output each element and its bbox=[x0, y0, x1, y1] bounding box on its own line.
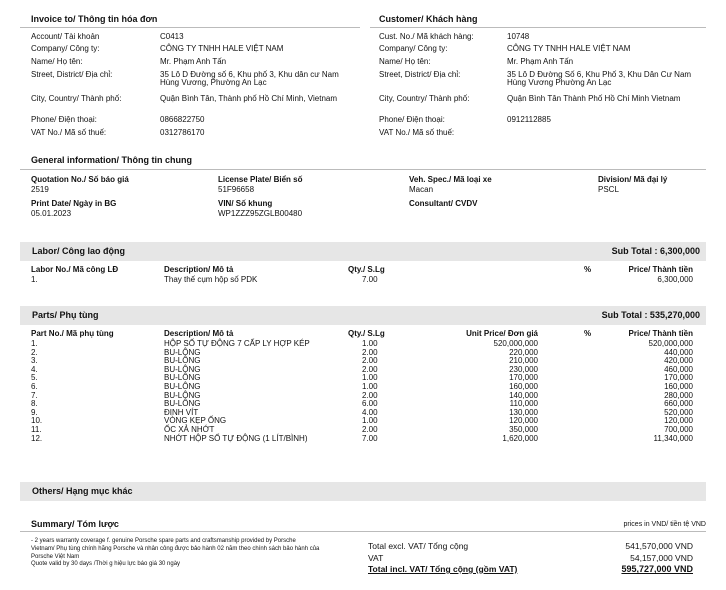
col-header-price: Price/ Thành tiền bbox=[628, 329, 693, 338]
name-value: Mr. Phạm Anh Tấn bbox=[507, 57, 574, 66]
table-row-desc: BU-LÔNG bbox=[164, 373, 201, 383]
col-header-qty: Qty./ S.Lg bbox=[348, 329, 385, 338]
table-row-no: 6. bbox=[31, 382, 38, 391]
company-value: CÔNG TY TNHH HALE VIỆT NAM bbox=[507, 44, 631, 53]
license-value: 51F96658 bbox=[218, 185, 255, 194]
table-row-no: 5. bbox=[31, 373, 38, 383]
table-row-unit-price: 230,000 bbox=[509, 364, 538, 374]
others-header-band bbox=[20, 482, 706, 501]
note-line: Porsche Việt Nam bbox=[31, 553, 80, 560]
table-row-qty: 7.00 bbox=[362, 275, 378, 284]
city-value: Quận Bình Tân Thành Phố Hồ Chí Minh Vietnam bbox=[507, 94, 681, 103]
parts-header-band bbox=[20, 306, 706, 325]
general-title: General information/ Thông tin chung bbox=[31, 155, 192, 165]
table-row-desc: BU-LÔNG bbox=[164, 356, 201, 366]
table-row-desc: BU-LÔNG bbox=[164, 390, 201, 400]
table-row-price: 660,000 bbox=[664, 399, 693, 409]
table-row-desc: BU-LÔNG bbox=[164, 347, 201, 357]
table-row-no: 1. bbox=[31, 275, 38, 284]
consultant-label: Consultant/ CVDV bbox=[409, 199, 478, 208]
note-line: Vietnam/ Phụ tùng chính hãng Porsche và nhân công được bảo hành 02 năm theo chính sách bảo hành của bbox=[31, 545, 320, 552]
table-row-no: 1. bbox=[31, 339, 38, 348]
table-row-no: 7. bbox=[31, 390, 38, 400]
field-label: Name/ Họ tên: bbox=[379, 57, 431, 66]
field-label: Phone/ Điện thoại: bbox=[379, 115, 445, 124]
table-row-unit-price: 140,000 bbox=[509, 390, 538, 400]
table-row-no: 4. bbox=[31, 364, 38, 374]
divider bbox=[20, 27, 360, 28]
vin-label: VIN/ Số khung bbox=[218, 199, 273, 208]
table-row-qty: 1.00 bbox=[362, 339, 378, 348]
currency-note: prices in VND/ tiền tệ VND bbox=[623, 521, 706, 528]
vat-amount: 54,157,000 VND bbox=[630, 553, 693, 563]
table-row-unit-price: 1,620,000 bbox=[502, 433, 538, 443]
table-row-qty: 7.00 bbox=[362, 433, 378, 443]
col-header-percent: % bbox=[584, 329, 592, 338]
phone-value: 0912112885 bbox=[507, 115, 551, 124]
table-row-unit-price: 350,000 bbox=[509, 425, 538, 434]
table-row-desc: NHỚT HỘP SỐ TỰ ĐỘNG (1 LÍT/BÌNH) bbox=[164, 433, 308, 443]
city-value: Quận Bình Tân, Thành phố Hồ Chí Minh, Vietnam bbox=[160, 94, 337, 103]
table-row-no: 2. bbox=[31, 347, 38, 357]
summary-title: Summary/ Tóm lược bbox=[31, 519, 119, 529]
table-row-price: 120,000 bbox=[664, 416, 693, 426]
field-label: Cust. No./ Mã khách hàng: bbox=[379, 32, 474, 41]
col-header-description: Description/ Mô tả bbox=[164, 329, 234, 338]
account-value: C0413 bbox=[160, 32, 184, 41]
table-row-price: 440,000 bbox=[664, 347, 693, 357]
divider bbox=[20, 531, 706, 532]
table-row-price: 460,000 bbox=[664, 364, 693, 374]
table-row-qty: 1.00 bbox=[362, 416, 378, 426]
field-label: Company/ Công ty: bbox=[379, 44, 448, 53]
col-header-percent: % bbox=[584, 265, 592, 274]
divider bbox=[20, 169, 706, 170]
table-row-qty: 6.00 bbox=[362, 399, 378, 409]
divider bbox=[370, 27, 706, 28]
parts-title: Parts/ Phụ tùng bbox=[32, 310, 99, 320]
note-line: - 2 years warranty coverage f. genuine Porsche spare parts and craftsmanship provided by Porsche bbox=[31, 538, 296, 544]
street-value: 35 Lô D Đường Số 6, Khu Phố 3, Khu Dân Cư Nam Hùng Vương Phường An Lạc bbox=[507, 70, 692, 88]
print-date-label: Print Date/ Ngày in BG bbox=[31, 199, 117, 208]
table-row-qty: 2.00 bbox=[362, 347, 378, 357]
table-row-price: 280,000 bbox=[664, 390, 693, 400]
table-row-no: 10. bbox=[31, 416, 43, 426]
note-line: Quote valid by 30 days /Thời g hiệu lực báo giá 30 ngày bbox=[31, 561, 181, 568]
table-row-qty: 2.00 bbox=[362, 425, 378, 434]
division-label: Division/ Mã đại lý bbox=[598, 175, 668, 184]
vat-label: VAT bbox=[368, 553, 384, 563]
parts-subtotal: Sub Total : 535,270,000 bbox=[601, 310, 700, 320]
vat-value: 0312786170 bbox=[160, 128, 205, 137]
table-row-qty: 1.00 bbox=[362, 373, 378, 383]
table-row-unit-price: 130,000 bbox=[509, 407, 538, 417]
table-row-desc: VÒNG KẸP ỐNG bbox=[164, 416, 227, 426]
company-value: CÔNG TY TNHH HALE VIỆT NAM bbox=[160, 44, 284, 53]
table-row-no: 11. bbox=[31, 425, 42, 434]
street-value: 35 Lô D Đường số 6, Khu phố 3, Khu dân cư Nam Hùng Vương, Phường An Lạc bbox=[160, 70, 339, 88]
division-value: PSCL bbox=[598, 185, 619, 194]
col-header-unit-price: Unit Price/ Đơn giá bbox=[466, 329, 538, 338]
total-excl-label: Total excl. VAT/ Tổng cộng bbox=[368, 541, 469, 551]
col-header-labor-no: Labor No./ Mã công LĐ bbox=[31, 265, 119, 274]
veh-value: Macan bbox=[409, 185, 434, 194]
table-row-desc: Thay thế cụm hộp số PDK bbox=[164, 275, 258, 284]
license-label: License Plate/ Biển số bbox=[218, 175, 303, 184]
table-row-no: 8. bbox=[31, 399, 38, 409]
table-row-unit-price: 160,000 bbox=[509, 382, 538, 391]
table-row-price: 520,000 bbox=[664, 407, 693, 417]
quotation-label: Quotation No./ Số báo giá bbox=[31, 175, 129, 184]
table-row-qty: 2.00 bbox=[362, 390, 378, 400]
field-label: Phone/ Điện thoại: bbox=[31, 115, 97, 124]
table-row-no: 12. bbox=[31, 433, 43, 443]
total-excl-value: 541,570,000 VND bbox=[625, 541, 693, 551]
field-label: Street, District/ Địa chỉ: bbox=[379, 70, 461, 79]
field-label: VAT No./ Mã số thuế: bbox=[31, 128, 107, 137]
others-title: Others/ Hạng mục khác bbox=[32, 486, 133, 496]
field-label: Street, District/ Địa chỉ: bbox=[31, 70, 113, 79]
table-row-desc: BU-LÔNG bbox=[164, 382, 201, 391]
phone-value: 0866822750 bbox=[160, 115, 205, 124]
table-row-price: 420,000 bbox=[664, 356, 693, 366]
table-row-no: 3. bbox=[31, 356, 38, 366]
table-row-desc: ĐINH VÍT bbox=[164, 407, 199, 417]
table-row-unit-price: 220,000 bbox=[509, 347, 538, 357]
col-header-part-no: Part No./ Mã phụ tùng bbox=[31, 329, 114, 338]
print-date-value: 05.01.2023 bbox=[31, 209, 72, 218]
name-value: Mr. Phạm Anh Tấn bbox=[160, 57, 227, 66]
table-row-desc: HỘP SỐ TỰ ĐỘNG 7 CẤP LY HỢP KÉP bbox=[164, 339, 310, 348]
table-row-qty: 2.00 bbox=[362, 356, 378, 366]
table-row-unit-price: 210,000 bbox=[509, 356, 538, 366]
customer-title: Customer/ Khách hàng bbox=[379, 14, 478, 24]
field-label: Account/ Tài khoản bbox=[31, 32, 100, 41]
field-label: Name/ Họ tên: bbox=[31, 57, 83, 66]
table-row-price: 520,000,000 bbox=[648, 339, 693, 348]
table-row-unit-price: 520,000,000 bbox=[493, 339, 538, 348]
labor-header-band bbox=[20, 242, 706, 261]
warranty-notes bbox=[31, 538, 319, 569]
table-row-qty: 2.00 bbox=[362, 364, 378, 374]
col-header-price: Price/ Thành tiền bbox=[628, 265, 693, 274]
field-label: VAT No./ Mã số thuế: bbox=[379, 128, 455, 137]
total-incl-value: 595,727,000 VND bbox=[621, 564, 693, 574]
field-label: Company/ Công ty: bbox=[31, 44, 100, 53]
vin-value: WP1ZZZ95ZGLB00480 bbox=[218, 209, 303, 218]
table-row-price: 170,000 bbox=[664, 373, 693, 383]
table-row-desc: BU-LÔNG bbox=[164, 364, 201, 374]
table-row-no: 9. bbox=[31, 407, 38, 417]
total-incl-label: Total incl. VAT/ Tổng cộng (gồm VAT) bbox=[368, 564, 518, 574]
table-row-price: 160,000 bbox=[664, 382, 693, 391]
quotation-value: 2519 bbox=[31, 185, 49, 194]
invoice-to-title: Invoice to/ Thông tin hóa đơn bbox=[31, 14, 158, 24]
table-row-price: 6,300,000 bbox=[657, 275, 693, 284]
field-label: City, Country/ Thành phố: bbox=[379, 94, 470, 103]
labor-subtotal: Sub Total : 6,300,000 bbox=[611, 246, 700, 256]
table-row-qty: 4.00 bbox=[362, 407, 378, 417]
table-row-unit-price: 170,000 bbox=[509, 373, 538, 383]
cust-no-value: 10748 bbox=[507, 32, 530, 41]
table-row-price: 11,340,000 bbox=[653, 433, 693, 443]
field-label: City, Country/ Thành phố: bbox=[31, 94, 122, 103]
labor-title: Labor/ Công lao động bbox=[32, 246, 125, 256]
table-row-desc: ỐC XẢ NHỚT bbox=[164, 425, 215, 434]
veh-label: Veh. Spec./ Mã loại xe bbox=[409, 175, 492, 184]
table-row-unit-price: 110,000 bbox=[509, 399, 538, 409]
table-row-desc: BU-LÔNG bbox=[164, 399, 201, 409]
col-header-description: Description/ Mô tả bbox=[164, 265, 234, 274]
table-row-qty: 1.00 bbox=[362, 382, 378, 391]
col-header-qty: Qty./ S.Lg bbox=[348, 265, 385, 274]
table-row-price: 700,000 bbox=[664, 425, 693, 434]
table-row-unit-price: 120,000 bbox=[509, 416, 538, 426]
